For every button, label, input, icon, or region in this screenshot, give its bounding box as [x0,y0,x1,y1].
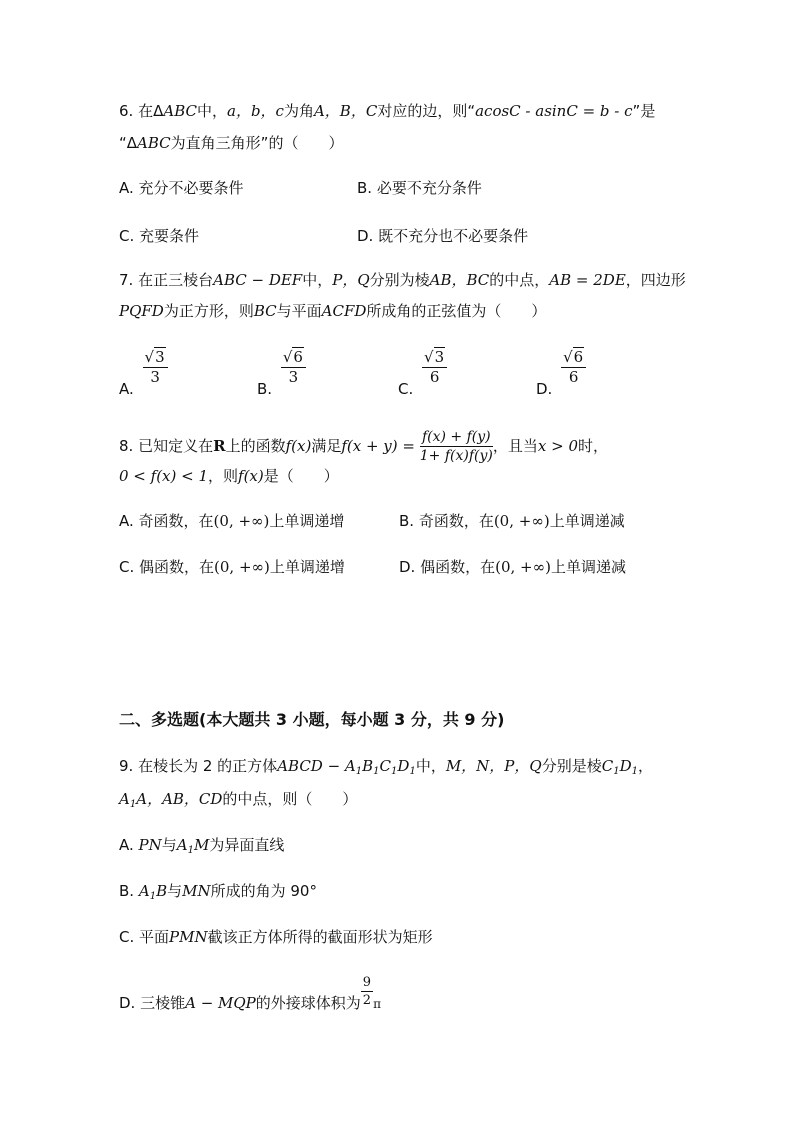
q6-vars: a，b，c [227,102,284,120]
q6-text: 为角 [283,102,314,120]
q9-option-text: 与 [167,882,183,900]
q6-text: ”是 [632,102,656,120]
denominator: 3 [150,368,160,386]
denominator: 6 [429,368,440,386]
q8-option-b [399,511,625,531]
q7-option-b-fraction: $\frac{√6}{3}$ [281,350,306,385]
q6-triangle: ABC [137,134,171,152]
q7-text: 分别为棱 [369,271,430,289]
q9-edge-part: M [194,836,210,854]
q8-option-text: D. 偶函数，在 [399,558,496,576]
q9-option-a [119,835,284,861]
q9-edge-part: A [136,790,148,808]
q9-option-c [119,927,433,947]
q8-option-text: C. 偶函数，在 [119,558,215,576]
q6-option-b: B. 必要不充分条件 [357,179,482,197]
q7-line2 [119,301,546,321]
subscript: 1 [613,766,620,777]
denominator: 3 [288,368,299,386]
q9-number: 9. [119,757,134,775]
q6-line2 [119,133,343,153]
subscript: 1 [355,766,363,777]
q9-cube-part: D [397,757,410,775]
q9-cube-part: ABCD − A [277,757,356,775]
q8-real-set: R [213,437,226,455]
q7-bc: BC [253,302,277,320]
q7-text: 与平面 [276,302,322,320]
radicand: 3 [434,348,445,366]
q9-cube [277,757,416,775]
section-2-title: 二、多选题(本大题共 3 小题，每小题 3 分，共 9 分) [119,710,505,729]
q7-edges: AB，BC [429,271,490,289]
radicand: 3 [155,348,165,366]
q8-lhs: f(x + y) = [341,437,415,455]
q7-number: 7. [119,271,134,289]
pi-symbol: π [373,997,381,1011]
q7-option-d-fraction: $\frac{√6}{6}$ [561,350,586,385]
q9-edge-part: A [119,790,130,808]
q8-range: 0 < f(x) < 1 [119,467,209,485]
q9-edge-part: B [156,882,168,900]
q8-fx: f(x) [238,467,264,485]
subscript: 1 [391,766,398,777]
q7-plane: ACFD [321,302,367,320]
q8-option-text: 上单调递增 [269,558,345,576]
q9-option-d [119,976,381,1014]
q7-option-a-fraction: $\frac{√3}{3}$ [143,350,168,385]
q8-interval: (0, +∞) [495,558,551,576]
q7-points: P，Q [332,271,370,289]
denominator: 2 [362,993,372,1008]
q7-text: 所成角的正弦值为（ ） [366,302,547,320]
q9-edge-c1d1 [602,757,638,775]
q6-line1 [119,101,655,121]
q7-text: 为正方形，则 [163,302,254,320]
q9-option-text: C. 平面 [119,928,170,946]
q9-text: 的中点，则（ ） [222,790,358,808]
q9-a1b [139,882,167,900]
q9-text: 中， [415,757,446,775]
radicand: 6 [293,348,303,366]
q6-option-d: D. 既不充分也不必要条件 [357,227,529,245]
q8-option-text: 上单调递减 [549,512,625,530]
q9-tetra: A − MQP [185,994,256,1012]
q7-line1 [119,270,686,290]
q9-option-b [119,881,317,907]
subscript: 1 [149,891,157,902]
q9-option-text: D. 三棱锥 [119,994,186,1012]
q8-frac-den: 1+ f(x)f(y) [419,448,493,464]
q9-option-label: B. [119,882,135,900]
q8-option-text: B. 奇函数，在 [399,512,494,530]
q8-fx: f(x) [285,437,312,455]
q9-points: M，N，P，Q [445,757,542,775]
q8-text: ，则 [208,467,239,485]
q9-text: 分别是棱 [541,757,602,775]
q9-edge-part: A [176,836,188,854]
q8-option-a [119,511,344,531]
q8-text: ，且当 [492,437,538,455]
q6-formula: acosC - asinC = b - c [475,102,633,120]
q9-a1m [177,836,210,854]
q7-option-c [398,348,447,398]
q8-option-c [119,557,345,577]
q7-quad: PQFD [119,302,164,320]
q8-frac-num: f(x) + f(y) [420,430,493,447]
q8-interval: (0, +∞) [214,558,270,576]
q7-text: 的中点， [489,271,550,289]
q8-fraction [420,430,493,463]
q8-option-text: 上单调递增 [269,512,345,530]
q9-line2 [119,789,357,815]
q9-edge-a1a [119,790,147,808]
q9-option-text: 为异面直线 [209,836,285,854]
q8-text: 已知定义在 [138,437,214,455]
q6-text: “Δ [119,134,138,152]
q9-option-text: 的外接球体积为 [255,994,361,1012]
q9-pn: PN [138,836,162,854]
q9-option-text: 截该正方体所得的截面形状为矩形 [207,928,433,946]
q8-text: 是（ ） [263,467,339,485]
q8-cond: x > 0 [537,437,578,455]
q6-number: 6. [119,102,134,120]
q9-edge-part: C [601,757,614,775]
q6-text: 在Δ [138,102,164,120]
q8-interval: (0, +∞) [213,512,270,530]
subscript: 1 [631,766,638,777]
subscript: 1 [187,845,194,856]
q9-cube-part: B [362,757,374,775]
q7-frustum: ABC − DEF [213,271,303,289]
q7-option-label: B. [257,380,273,398]
q9-mn: MN [182,882,211,900]
q7-text: 在正三棱台 [138,271,214,289]
q8-option-d [399,557,626,577]
q6-text: 中， [196,102,227,120]
q9-pmn: PMN [169,928,208,946]
q8-option-text: 上单调递减 [550,558,626,576]
q7-option-label: C. [398,380,414,398]
q8-number: 8. [119,437,134,455]
q9-text: 在棱长为 2 的正方体 [138,757,278,775]
q9-option-text: 与 [161,836,177,854]
q8-line1 [119,430,608,463]
q8-option-text: A. 奇函数，在 [119,512,214,530]
q8-text: 上的函数 [225,437,286,455]
q6-text: 对应的边，则“ [377,102,476,120]
radicand: 6 [573,348,584,366]
q7-option-a [119,348,168,398]
q9-volume-fraction [361,976,373,1007]
q9-line1 [119,756,653,782]
q8-line2 [119,466,339,486]
q6-text: 为直角三角形”的（ ） [170,134,344,152]
q6-angles: A，B，C [313,102,378,120]
q7-option-d [536,348,586,398]
q7-text: 中， [302,271,333,289]
q8-text: 时， [577,437,608,455]
q9-edges-rest: ，AB，CD [147,790,223,808]
q6-option-c: C. 充要条件 [119,227,200,245]
q6-triangle: ABC [163,102,197,120]
q7-option-label: A. [119,380,134,398]
q8-text: 满足 [311,437,342,455]
q9-edge-part: A [138,882,150,900]
subscript: 1 [129,799,137,810]
subscript: 1 [409,766,416,777]
q9-edge-part: D [619,757,632,775]
denominator: 6 [568,368,579,386]
q9-text: ， [637,757,653,775]
q8-interval: (0, +∞) [493,512,550,530]
q7-text: ，四边形 [625,271,686,289]
q9-option-label: A. [119,836,134,854]
q9-cube-part: C [379,757,392,775]
q9-option-text: 所成的角为 90° [210,882,317,900]
numerator: 9 [362,975,372,990]
q7-option-label: D. [536,380,553,398]
q7-ratio: AB = 2DE [549,271,626,289]
q6-option-a: A. 充分不必要条件 [119,179,244,197]
q7-option-c-fraction: $\frac{√3}{6}$ [422,350,447,385]
subscript: 1 [373,766,380,777]
q7-option-b [257,348,306,398]
